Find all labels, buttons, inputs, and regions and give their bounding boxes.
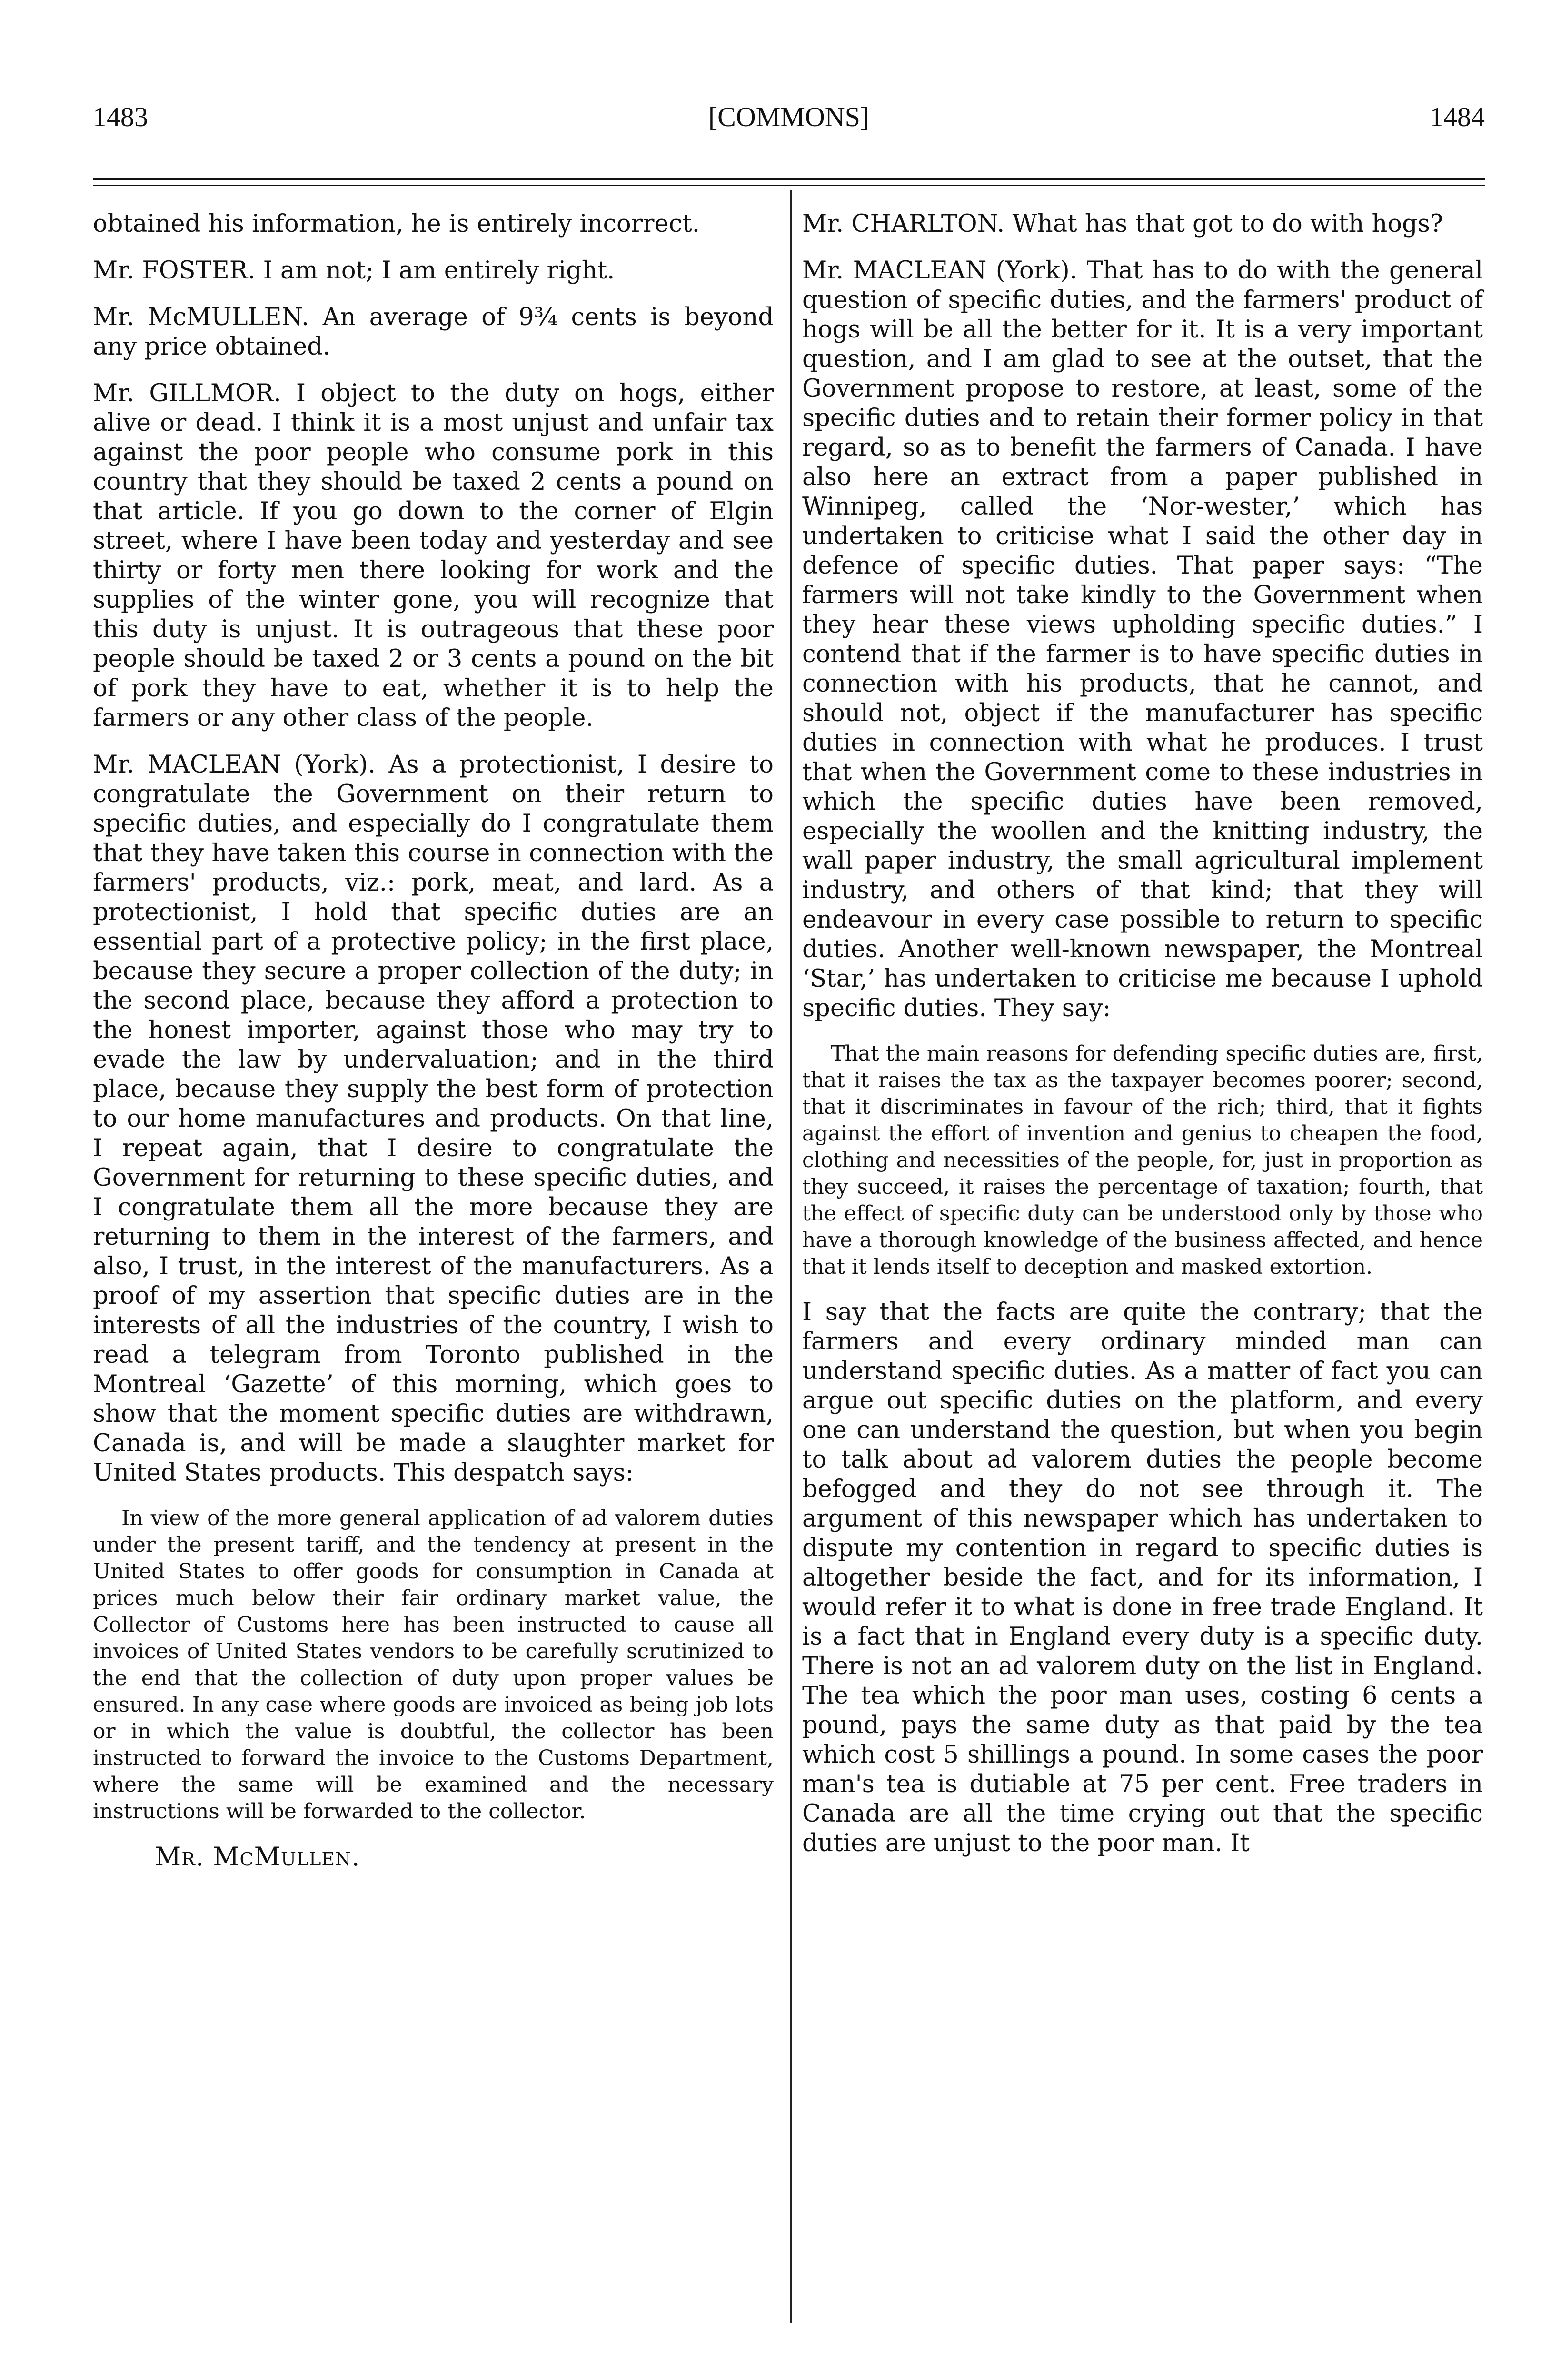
paragraph-text: obtained his information, he is entirely incorrect.	[93, 210, 700, 238]
paragraph-text: That the main reasons for defending specific duties are, first, that it raises the tax as the taxpayer becomes poorer; second, that it discriminates in favour of the rich; third, that it fights against the effort of invention and genius to cheapen the food, clothing and necessities of the people, for, just in proportion as they succeed, it raises the percentage of taxation; fourth, that the effect of specific duty can be understood only by those who have a thorough knowledge of the business affected, and hence that it lends itself to deception and masked extortion.	[802, 1041, 1483, 1279]
speaker-heading	[155, 1842, 774, 1872]
speaker-name: Mr. MACLEAN (York).	[93, 751, 376, 779]
speaker-name: Mr. FOSTER.	[93, 257, 256, 285]
speech-paragraph	[93, 750, 774, 1488]
speaker-name: Mr. MACLEAN (York).	[802, 257, 1078, 285]
speaker-name: Mr. McMULLEN.	[93, 303, 309, 331]
speech-paragraph	[93, 379, 774, 733]
header-rule	[93, 178, 1485, 180]
paragraph-text: An average of 9¾ cents is beyond any price obtained.	[93, 303, 774, 361]
paragraph-text: That has to do with the general question of specific duties, and the farmers' product of hogs will be all the better for it. It is a very important question, and I am glad to see at the outset, that the Government propose to restore, at least, some of the specific duties and to retain their former policy in that regard, so as to benefit the farmers of Canada. I have also here an extract from a paper published in Winnipeg, called the ‘Nor-wester,’ which has undertaken to criticise what I said the other day in defence of specific duties. That paper says: “The farmers will not take kindly to the Government when they hear these views upholding specific duties.” I contend that if the farmer is to have specific duties in connection with his products, that he cannot, and should not, object if the manufacturer has specific duties in connection with what he produces. I trust that when the Government come to these industries in which the specific duties have been removed, especially the woollen and the knitting industry, the wall paper industry, the small agricultural implement industry, and others of that kind; that they will endeavour in every case possible to return to specific duties. Another well-known newspaper, the Montreal ‘Star,’ has undertaken to criticise me because I uphold specific duties. They say:	[802, 257, 1483, 1022]
paragraph-text: I say that the facts are quite the contrary; that the farmers and every ordinary minded man can understand specific duties. As a matter of fact you can argue out specific duties on the platform, and every one can understand the question, but when you begin to talk about ad valorem duties the people become befogged and they do not see through it. The argument of this newspaper which has undertaken to dispute my contention in regard to specific duties is altogether beside the fact, and for its information, I would refer it to what is done in free trade England. It is a fact that in England every duty is a specific duty. There is not an ad valorem duty on the list in England. The tea which the poor man uses, costing 6 cents a pound, pays the same duty as that paid by the tea which cost 5 shillings a pound. In some cases the poor man's tea is dutiable at 75 per cent. Free traders in Canada are all the time crying out that the specific duties are unjust to the poor man. It	[802, 1298, 1483, 1857]
left-column	[93, 209, 774, 1872]
running-title: [COMMONS]	[708, 101, 870, 132]
paragraph-text: As a protectionist, I desire to congratulate the Government on their return to specific duties, and especially do I congratulate them that they have taken this course in connection with the farmers' products, viz.: pork, meat, and lard. As a protectionist, I hold that specific duties are an essential part of a protective policy; in the first place, because they secure a proper collection of the duty; in the second place, because they afford a protection to the honest importer, against those who may try to evade the law by undervaluation; and in the third place, because they supply the best form of protection to our home manufactures and products. On that line, I repeat again, that I desire to congratulate the Government for returning to these specific duties, and I congratulate them all the more because they are returning to them in the interest of the farmers, and also, I trust, in the interest of the manufacturers. As a proof of my assertion that specific duties are in the interests of all the industries of the country, I wish to read a telegram from Toronto published in the Montreal ‘Gazette’ of this morning, which goes to show that the moment specific duties are withdrawn, Canada is, and will be made a slaughter market for United States products. This despatch says:	[93, 751, 774, 1487]
paragraph-text: Mr. McMullen.	[155, 1842, 360, 1872]
speech-paragraph	[802, 256, 1483, 1023]
speech-paragraph	[93, 303, 774, 362]
quoted-passage	[802, 1041, 1483, 1280]
right-page-number: 1484	[1430, 101, 1485, 132]
header-rule-thin	[93, 185, 1485, 186]
paragraph-text: In view of the more general application of ad valorem duties under the present tariff, and the tendency at present in the United States to offer goods for consumption in Canada at prices much below their fair ordinary market value, the Collector of Customs here has been instructed to cause all invoices of United States vendors to be carefully scrutinized to the end that the collection of duty upon proper values be ensured. In any case where goods are invoiced as being job lots or in which the value is doubtful, the collector has been instructed to forward the invoice to the Customs Department, where the same will be examined and the necessary instructions will be forwarded to the collector.	[93, 1506, 774, 1824]
paragraph-text: I am not; I am entirely right.	[263, 257, 615, 285]
column-divider	[790, 190, 792, 2323]
page-header	[93, 98, 1485, 136]
quoted-passage	[93, 1505, 774, 1825]
paragraph-text: I object to the duty on hogs, either alive or dead. I think it is a most unjust and unfair tax against the poor people who consume pork in this country that they should be taxed 2 cents a pound on that article. If you go down to the corner of Elgin street, where I have been today and yesterday and see thirty or forty men there looking for work and the supplies of the winter gone, you will recognize that this duty is unjust. It is outrageous that these poor people should be taxed 2 or 3 cents a pound on the bit of pork they have to eat, whether it is to help the farmers or any other class of the people.	[93, 379, 774, 732]
right-column	[802, 209, 1483, 1875]
speaker-name: Mr. CHARLTON.	[802, 210, 1005, 238]
speech-paragraph	[802, 1298, 1483, 1858]
speech-paragraph	[93, 256, 774, 286]
speech-paragraph	[802, 209, 1483, 239]
speaker-name: Mr. GILLMOR.	[93, 379, 281, 407]
paragraph-text: What has that got to do with hogs?	[1012, 210, 1443, 238]
left-page-number: 1483	[93, 101, 148, 132]
speech-paragraph	[93, 209, 774, 239]
